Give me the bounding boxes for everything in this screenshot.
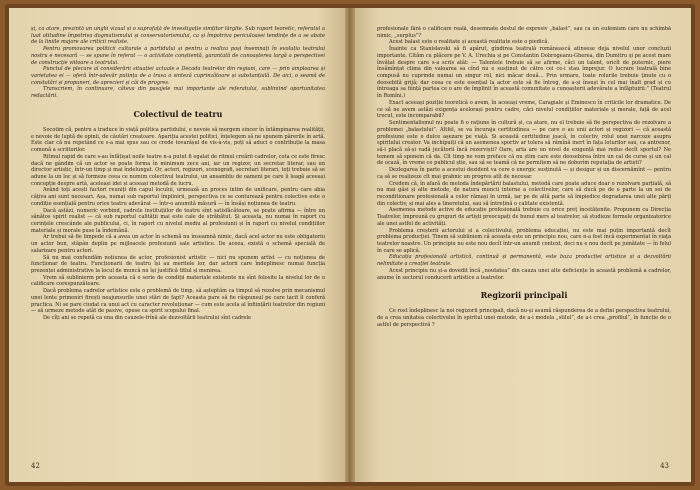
right-main-p0: profesionale fără o calificare reală, desemnate destul de expresiv „balast”, sau ca un eufemism care nu schimbă nimic, „surplus”?	[377, 26, 671, 39]
right-main-p9: Educația profesională artistică, continuă și permanentă, este baza producției artistice și a dezvoltării nelimitate a creației teatrale.	[377, 254, 671, 268]
open-book	[5, 4, 695, 486]
left-section-p3: Dacă astăzi, numeric vorbind, cadrele instituțiilor de teatru sînt satisfăcătoare, se poate afirma — între un sănătos spirit realist — că sub raportul calității mai este cale de străbătut. Și aceasta, nu numai în raport cu cerințele crescânde ale publicului, ci, în raport cu nivelul mediu al profesiunii și în raport cu nivelul condițiilor materiale și morale puse la îndemână.	[31, 207, 325, 234]
left-section-p2: Având toți acești factori reuniți din capul locului, urmează un proces intim de unificare, pentru care abia câțiva ani sunt necesari. Așa, numai sub raportul împlinirii, perspectiva ce se conturează pentru colective este o condiție esențială pentru orice teatru adevărat — într-o anumită măsură — în însăși noțiunea de teatru.	[31, 187, 325, 207]
book-gutter	[345, 8, 355, 482]
left-page-number: 42	[31, 462, 40, 470]
left-section-p5: Să nu mai confundăm noțiunea de actor, profesionist artistic — nici nu spunem artist — cu noțiunea de funcționar de teatru. Funcționarii de teatru își au meritele lor, dar actorii care îndeplinesc numai funcția prezenței administrative la locul de muncă nu își justifică titlul și menirea.	[31, 254, 325, 274]
left-section-p1: Ritmul rapid de care s-au înfățișat noile teatre n-a putut fi egalat de ritmul creării cadrelor, cota ce este firesc dacă ne gândim că un actor se poate forma în minimum zece ani, iar un regizor, un secretar literar, sau un director artistic, într-un timp și mai îndelungat. Or, actori, regizori, scenografi, secretari literari, toți trebuie să se adune la un loc și să formeze ceea ce numim colectivul teatrului, un ansamblu de oameni pe care îi leagă aceeași concepție despre artă, aceleași idei și aceeași metodă de lucru.	[31, 153, 325, 187]
right-section-p0: Ce rost îndeplinesc la noi regizorii principali, dacă nu-și asumă răspunderea de a defini perspectiva teatrului, de a crea unitatea colectivului în spiritul unei metode, de a-i modela „stilul”, de a-i crea „profilul”, în funcție de o astfel de perspectivă ?	[377, 308, 671, 328]
left-section-p8: De cîți ani se repetă ca una din cauzele-frînă ale dezvoltării teatrului sînt cadrele	[43, 315, 252, 322]
right-main-p4: Sentimentalismul nu poate fi o rațiune în cultură și, ca atare, nu el trebuie să fie perspectiva de rezolvare a problemei „balastului”. Altfel, se va încuraja certitudinea — pe care o au unii actori și regizori — că această profesiune este o dulce așezare pe viață. Și această certitudine joacă, în colectiv, rolul unei narcoze asupra spiritului creator. Va inchipuiți că un asemenea sportiv ar tolera să rămînă inert în fața loturilor sau, ca antrenor, să-i placă să-și vadă jucătorii încă rezerviști? Oare, arta are un nivel de exigență mai redus decît sportul? Ne temem să spunem că da. Cît timp ne vom preface că nu știm care este deosebirea între un cal de curse și un cal de ocază, în vreme ce publicul știe, sau să se teamă că ne permitem să ne doborîm reputația de artiști?	[377, 120, 671, 167]
right-main-p6: Credem că, în afară de metoda îndepărtării balastului, metodă care poate aduce doar o rezolvare parțială, să nu mai găsi și alte metode, de natura muncii interne a colectivelor, care să ducă pe de o parte la un soi de reconditionare profesională a celor rămași în urmă, iar pe de altă parte să împiedice degradarea unei alte părți din colectiv, și mai ales a tineretului, sau să întrețină o calitate existentă.	[377, 180, 671, 207]
right-main-p1: Acest balast este o realitate și această realitate este o piedică.	[389, 39, 550, 46]
left-section-p4: Ar trebui să fie limpede că a avea un actor în schemă nu înseamnă nimic, dacă acel actor nu este obligatoriu un actor bun, stăpân deplin pe mijloacele profesiunii sale artistice. De aceea, există o schemă specială de salarizare pentru actori.	[31, 234, 325, 254]
left-section-title: Colectivul de teatru	[133, 108, 223, 119]
left-intro-p0: și, ca atare, prezintă un unghi vizual și o suprafață de investigație simțitor lărgite. Sub raport teoretic, referatul a luat atitudine împotriva dogmatismului și conservatorismului, ca și împotriva periculoasei tendințe de a se abate de la liniile majore ale criticii realiste.	[31, 26, 325, 46]
right-main-p5: Dezlegarea în parte a acestui dezident va cere o energic susținută — și desigur și un discernămînt — pentru ca să se realizeze cît mai grabnic un progres atît de necesar.	[377, 167, 671, 180]
left-section-p0: Socotim că, pentru a traduce în viață politica partidului, e nevoie să mergem sincer în întâmpinarea realității, e nevoie de luptă de opinii, de căutări creatoare. Apariția acestei politici, înțelegem să ne spunem părerile în artă. Este clar că nu repetând ce s-a mai spus sau ce crede tovarășul de vis-à-vis, poți să aduci o contribuție la masa comună a scriitorilor.	[31, 126, 325, 154]
right-main-p10: Acest principiu nu și-a dovedit încă „noutatea” din cauza unei alte deficiențe în această problemă a cadrelor, anume în sectorul conducerii artistice a teatrelor.	[377, 267, 671, 281]
left-column	[31, 26, 325, 456]
left-section-p6: Vrem să sublinierm prin aceasta că o serie de condiții materiale existente nu sînt folosite la nivelul lor de o calificare corespunzătoare.	[31, 274, 325, 288]
right-main-p3: Exact aceeași poziție teoretică o avem, în aceeași vreme, Caragiale și Eminescu în criticile lor dramatice. De ce să ne avem astăzi exigența acelorași pentru cadre, căci nivelul condițiilor materiale și morale, față de acel trecut, este incomparabil?	[377, 99, 671, 120]
right-column	[377, 26, 671, 456]
right-page	[355, 8, 691, 482]
left-section-p7: Dacă problema cadrelor artistice este o problemă de timp, să așteptăm ca timpul să rezolve prin mecanismul unei lente primeniri firești neajunsurile unei stări de fapt? Aceasta pare să fie răspunsul pe care tacit îl conferă practica. Ni se pare ciudat ca unui act cu caracter revoluționar — cum este acela al înființării teatrelor din regiuni — să urmeze metode atât de pasive, opuse ca spirit scopului final.	[31, 288, 325, 315]
left-intro-p1: Pentru promovarea politicii culturale a partidului și pentru a realiza pași însemnați în evoluția teatrului nostru e necesară — se spune în referat — o activitate conștientă, garantată de cunoașterea largă a perspectivei de construcție viitoare a teatrului.	[31, 46, 325, 66]
right-main-p8: Problema creșterii actorului și a colectivului, problema educației, nu este mai puțin importantă decît problema producției. Ținem să subliniem că aceasta este un principiu nou, care n-a fost încă experimentat în viața teatrelor noastre. Un principiu nu este nou decît într-un anumit context, deci nu e nou decît pe jumătate — în felul în care se aplică.	[377, 227, 671, 254]
right-page-number: 43	[660, 462, 669, 470]
left-intro-p3: Transcriem, în continuare, câteva din pasajele mai importante ale referatului, subliniind oportunitatea redactării.	[31, 86, 325, 100]
right-main-p7: Asemenea metode active de educație profesională trebuie cu orice preț încetățenite. Propunem ca Direcția Teatrelor, împreună cu grupuri de artiști preocupați de bunul mers al teatrelor, să studieze formele organizatorice ale unei astfel de activități.	[377, 207, 671, 227]
left-page	[9, 8, 345, 482]
right-main-p2: Înainte ca Stanislavski să fi apărut, gîndirea teatrală românească atinsese deja nivelul unor concluzii importante. Cităm cu plăcere pe V. A. Urechia și pe Constantin Dobrogeanu-Gherea, din Dumitru și pe acest mare învățat despre care s-a scris atât: — Talentele trebuie să se afirme, căci un talent, oricît de puternic, piere însămînțat clima din valoarea sa cînd nu e susținut de către cei ce-i stau împrejur. O lucrare teatrală bine compusă nu cuprinde numai un singur rol, nici măcar două... Prin urmare, toate rolurile trebuie ținute cu o deosebită grijă; dar ceea ce este esențial la actor este să fie întreg, de a-și însuși în cel mai înalt grad și cu întreaga sa ființă partea ce o are de împlinit în această comunitate a cunoașterii adevărate a înfăptuirii.” (Teatrul în Romîni.)	[377, 46, 671, 100]
left-intro-p2: Punctul de plecare al considerării situației actuale e Decada teatrelor din regiuni, care — prin amploarea și varietatea ei — oferă într-adevăr putința de a trasa o sinteză cuprinzătoare și substanțială. De aici, o seamă de constatări și propuneri, de aprecieri și căi de progres.	[31, 66, 325, 86]
right-section-title: Regizorii principali	[480, 290, 568, 301]
